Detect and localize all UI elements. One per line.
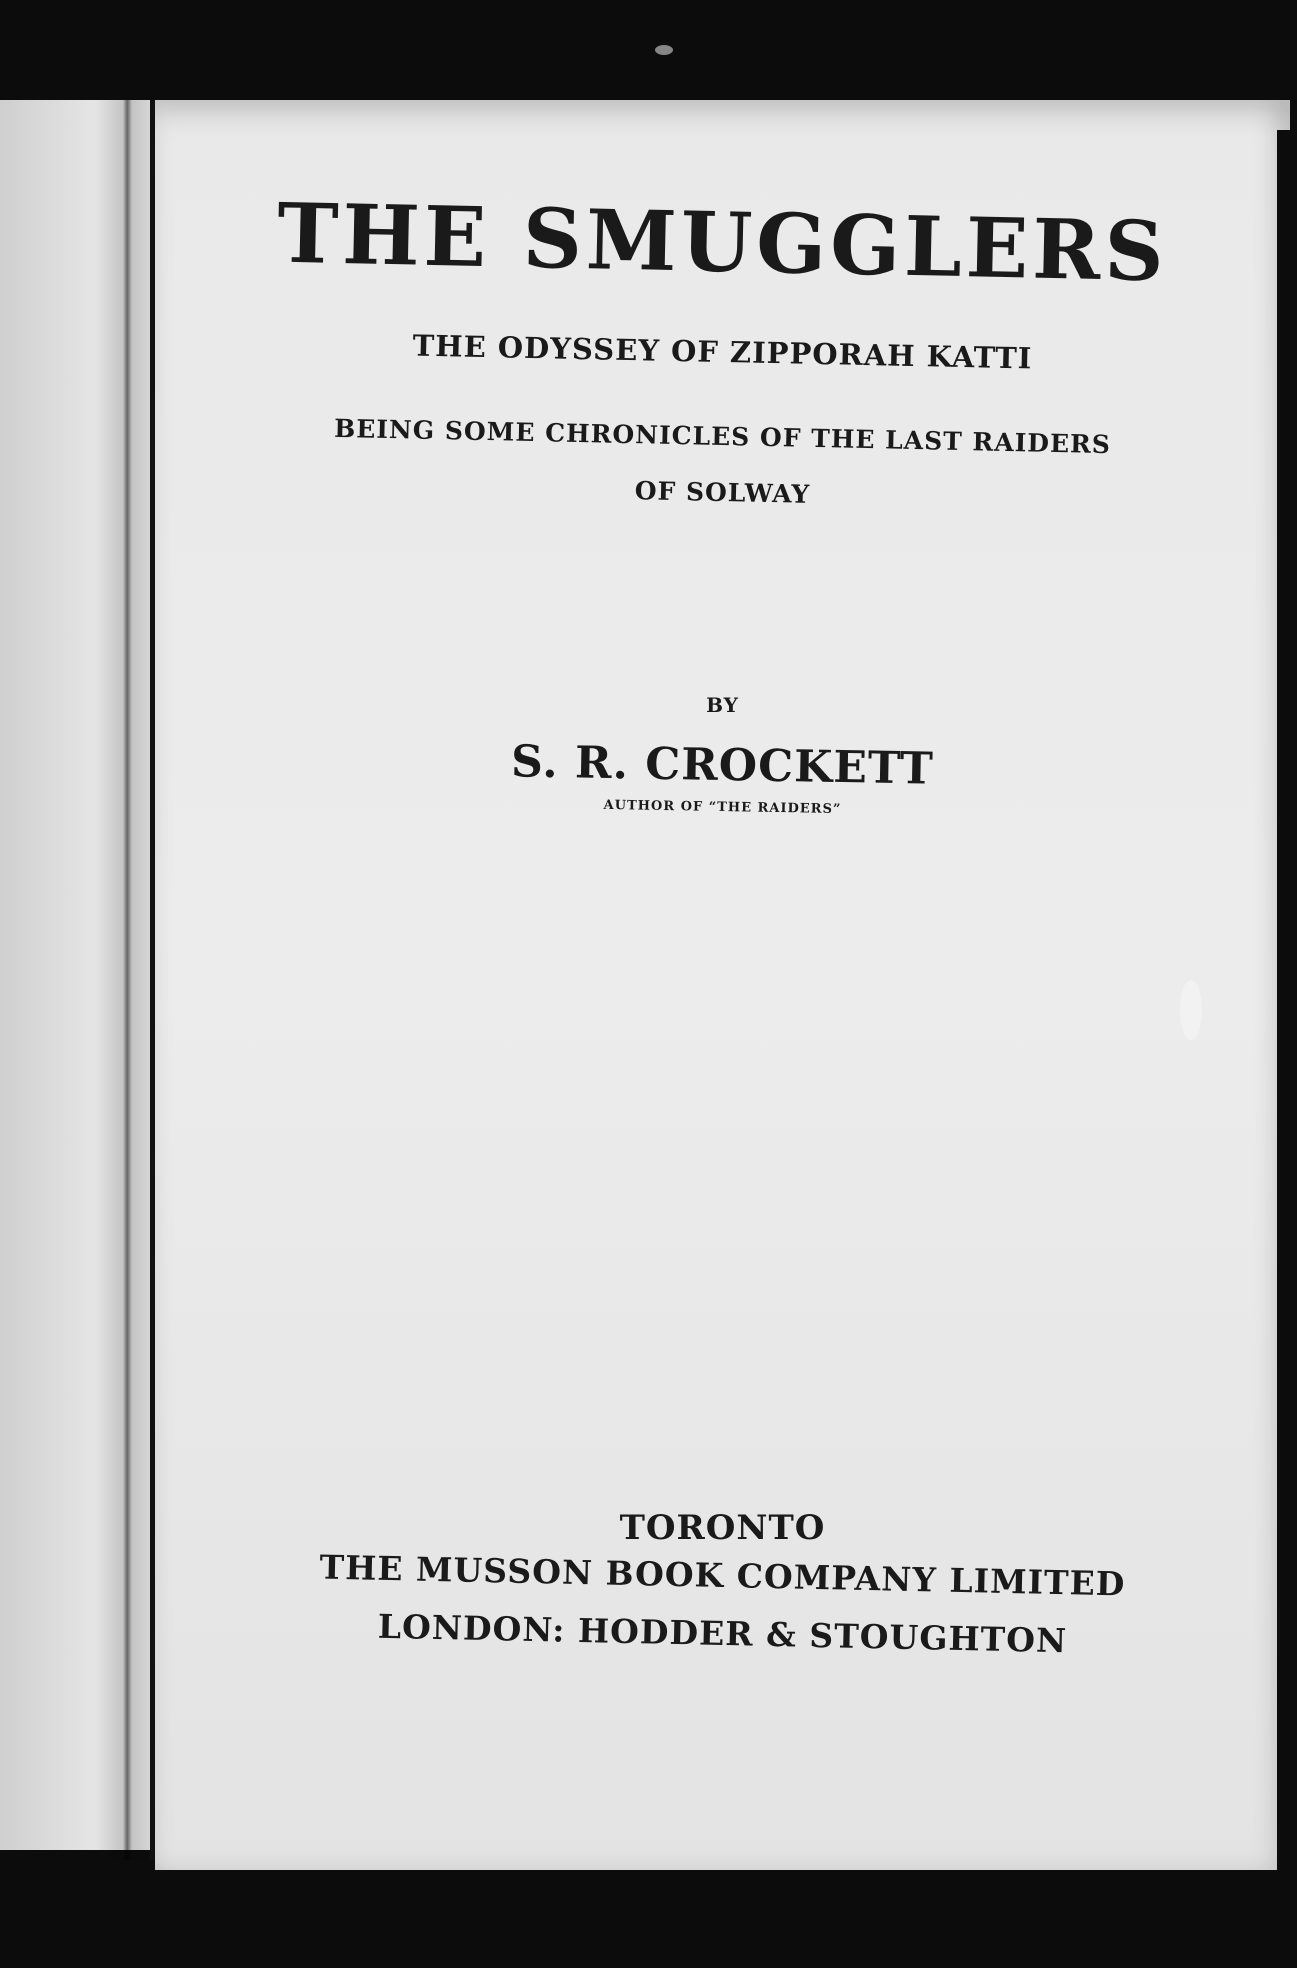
- spine-line: [150, 100, 155, 1860]
- book-description-line-1: BEING SOME CHRONICLES OF THE LAST RAIDERS: [333, 413, 1112, 460]
- scan-speck: [655, 45, 673, 55]
- by-label: BY: [706, 693, 739, 717]
- scan-border-right: [1277, 130, 1297, 1880]
- book-title: THE SMUGGLERS: [276, 185, 1169, 301]
- book-subtitle: THE ODYSSEY OF ZIPPORAH KATTI: [412, 328, 1033, 376]
- book-gutter: [96, 100, 156, 1860]
- scan-speck: [1180, 980, 1202, 1040]
- publisher-name: THE MUSSON BOOK COMPANY LIMITED: [319, 1547, 1126, 1604]
- author-name: S. R. CROCKETT: [510, 736, 935, 795]
- author-credit: AUTHOR OF “THE RAIDERS”: [603, 797, 842, 818]
- publication-city: TORONTO: [619, 1508, 826, 1548]
- london-publisher: LONDON: HODDER & STOUGHTON: [377, 1606, 1068, 1661]
- book-description-line-2: OF SOLWAY: [634, 476, 811, 509]
